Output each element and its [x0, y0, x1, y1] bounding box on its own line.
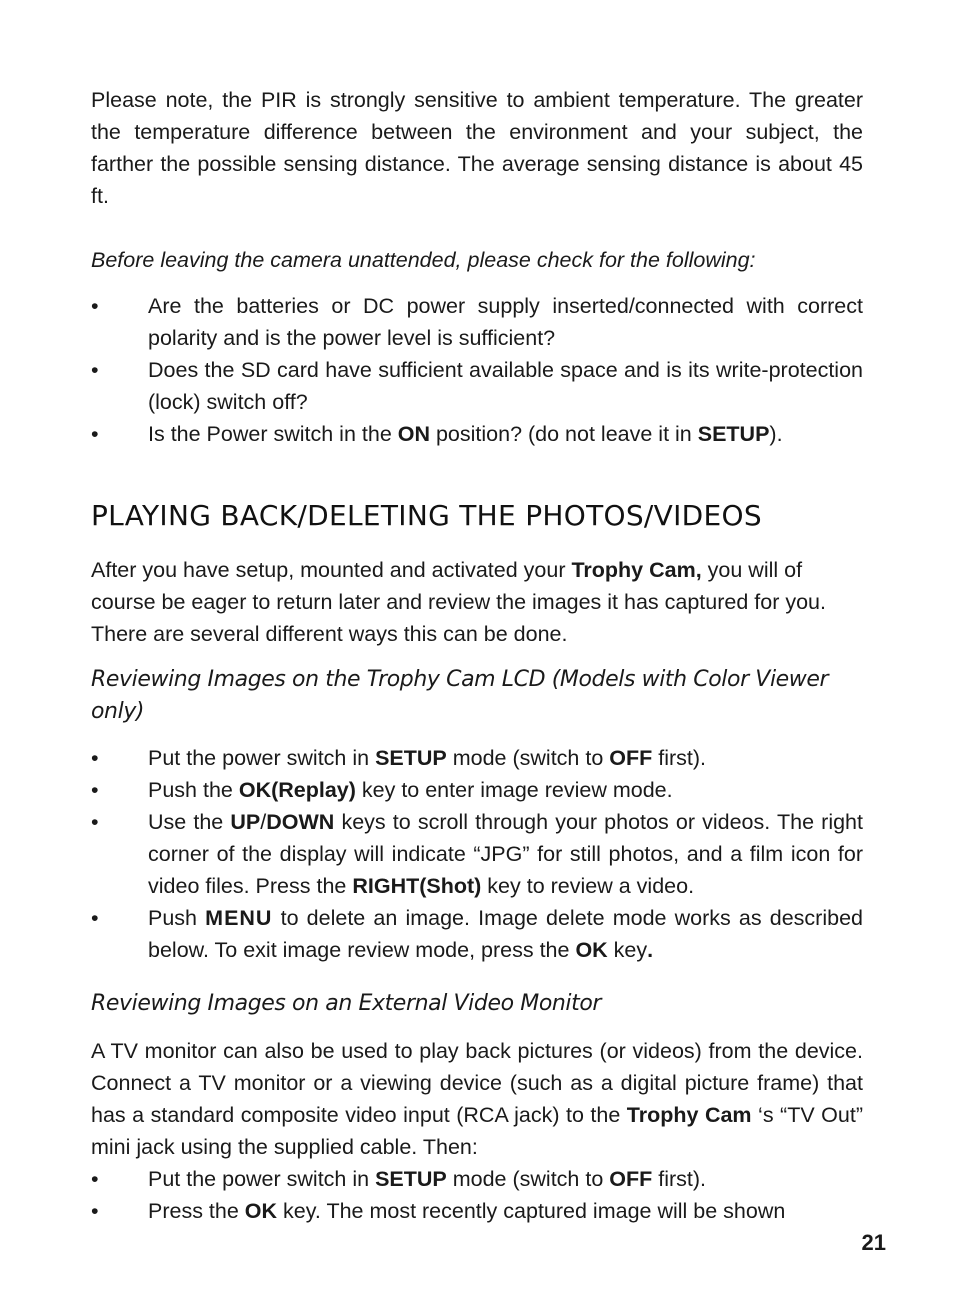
list-item-text: ).	[769, 422, 783, 446]
list-item-text: keys to scroll through your photos or videos. The right corner of the display will indicate “JPG” for still photos, and a film icon for video files. Press the	[148, 810, 863, 898]
list-item	[91, 1195, 863, 1227]
key-label: RIGHT(Shot)	[352, 874, 482, 898]
list-item-text: key	[607, 938, 648, 962]
pir-note-paragraph: Please note, the PIR is strongly sensitive to ambient temperature. The greater the temperature difference between the environment and your subject, the farther the possible sensing distance. The average sensing distance is about 45 ft.	[91, 88, 863, 208]
tv-text: A TV monitor can also be used to play back pictures (or videos) from the device. Connect a TV monitor or a viewing device (such as a digital picture frame) that has a standard composite video input (RCA jack) to the	[91, 1039, 863, 1127]
lcd-steps	[91, 742, 863, 966]
list-item-text: Put the power switch in	[148, 746, 376, 770]
list-item-text: Use the	[148, 810, 231, 834]
manual-page	[91, 84, 863, 1227]
list-item-text: Does the SD card have sufficient available space and is its write-protection (lock) switch off?	[148, 358, 863, 414]
list-item	[91, 418, 863, 450]
key-label: MENU	[205, 906, 273, 930]
checklist-lead: Before leaving the camera unattended, please check for the following:	[91, 248, 756, 272]
bullet-glyph: •	[91, 1199, 99, 1223]
bullet-glyph: •	[91, 746, 99, 770]
key-label: SETUP	[375, 1167, 447, 1191]
setup-label: SETUP	[697, 422, 770, 446]
list-item-text: /	[260, 810, 267, 834]
key-label: OK	[244, 1199, 278, 1223]
list-item-text: Push the	[148, 778, 239, 802]
section-heading: PLAYING BACK/DELETING THE PHOTOS/VIDEOS	[91, 499, 762, 532]
intro-text: you will of course be eager to return later and review the images it has captured for you. There are several different ways this can be done.	[91, 558, 826, 646]
key-label: UP	[230, 810, 261, 834]
list-item-text: Is the Power switch in the	[148, 422, 398, 446]
list-item	[91, 902, 863, 966]
list-item-text: to delete an image. Image delete mode works as described below. To exit image review mode, press the	[148, 906, 863, 962]
section-intro	[91, 554, 863, 650]
list-item	[91, 806, 863, 902]
list-item-text: first).	[652, 1167, 706, 1191]
key-label: DOWN	[266, 810, 335, 834]
key-label: OK(Replay)	[238, 778, 356, 802]
intro-text: After you have setup, mounted and activated your	[91, 558, 572, 582]
lcd-subheading: Reviewing Images on the Trophy Cam LCD (Models with Color Viewer only)	[91, 667, 829, 724]
key-label: OFF	[609, 746, 653, 770]
key-label: SETUP	[375, 746, 447, 770]
tv-paragraph	[91, 1035, 863, 1163]
list-item-text: key to review a video.	[481, 874, 695, 898]
page-number: 21	[861, 1230, 886, 1255]
list-item-text: Put the power switch in	[148, 1167, 376, 1191]
bullet-glyph: •	[91, 778, 99, 802]
product-name: Trophy Cam,	[571, 558, 702, 582]
list-item-text: Press the	[148, 1199, 245, 1223]
bullet-glyph: •	[91, 810, 99, 834]
key-label: OK	[575, 938, 608, 962]
on-label: ON	[397, 422, 430, 446]
list-item	[91, 290, 863, 354]
list-item-text: key. The most recently captured image will be shown	[277, 1199, 786, 1223]
list-item-text: key to enter image review mode.	[355, 778, 673, 802]
list-item-text: mode (switch to	[446, 746, 610, 770]
tv-text: ‘s “TV Out” mini jack using the supplied cable. Then:	[91, 1103, 863, 1159]
list-item-text: first).	[652, 746, 706, 770]
list-item-text: mode (switch to	[446, 1167, 610, 1191]
list-item	[91, 774, 863, 806]
list-item	[91, 1163, 863, 1195]
tv-subheading: Reviewing Images on an External Video Monitor	[91, 991, 602, 1016]
bullet-glyph: •	[91, 358, 99, 382]
tv-steps	[91, 1163, 863, 1227]
bullet-glyph: •	[91, 906, 99, 930]
list-item-text: Are the batteries or DC power supply inserted/connected with correct polarity and is the power level is sufficient?	[148, 294, 863, 350]
bullet-glyph: •	[91, 422, 99, 446]
bullet-glyph: •	[91, 1167, 99, 1191]
list-item-text: Push	[148, 906, 206, 930]
list-item-text: position? (do not leave it in	[430, 422, 698, 446]
key-label: OFF	[609, 1167, 653, 1191]
bullet-glyph: •	[91, 294, 99, 318]
checklist	[91, 290, 863, 450]
list-item-text: .	[647, 938, 654, 962]
product-name: Trophy Cam	[626, 1103, 752, 1127]
list-item	[91, 354, 863, 418]
list-item	[91, 742, 863, 774]
